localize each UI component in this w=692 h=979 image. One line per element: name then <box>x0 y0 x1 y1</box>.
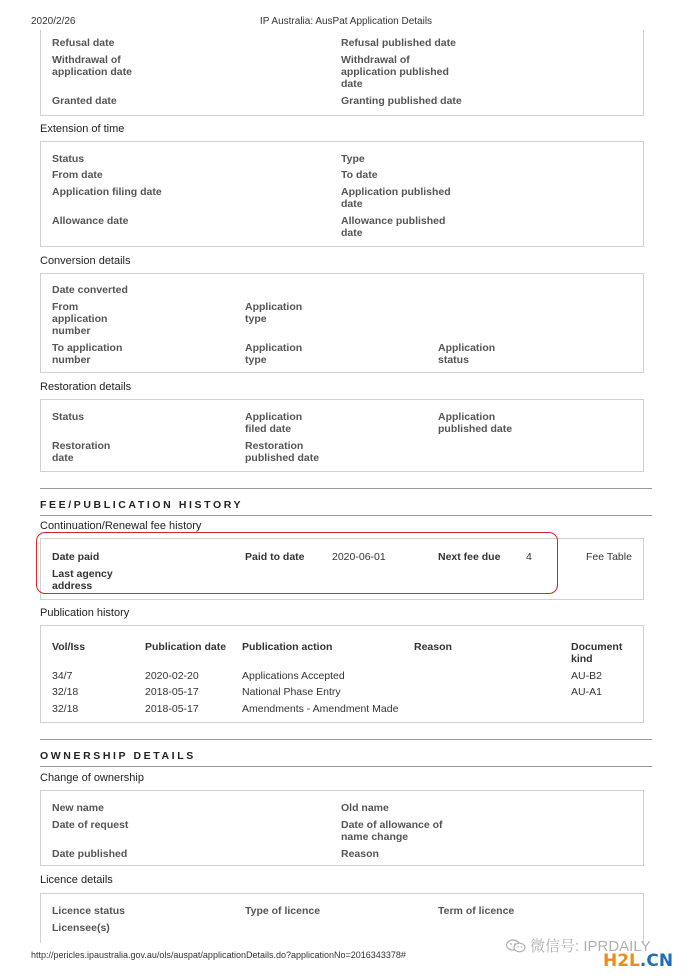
paid-to-date-label: Paid to date <box>245 551 305 563</box>
new-name-label: New name <box>52 802 104 814</box>
old-name-label: Old name <box>341 802 389 814</box>
ext-application-filing-date-label: Application filing date <box>52 186 162 198</box>
withdrawal-date-label: Withdrawal of application date <box>52 54 132 78</box>
restoration-details-title: Restoration details <box>40 381 132 393</box>
row-kind: AU-B2 <box>571 670 602 682</box>
to-application-number-label: To application number <box>52 342 123 366</box>
next-fee-due-label: Next fee due <box>438 551 501 563</box>
next-fee-due-value: 4 <box>526 551 532 563</box>
col-publication-action: Publication action <box>242 641 333 653</box>
type-of-licence-label: Type of licence <box>245 905 321 917</box>
ext-allowance-published-date-label: Allowance published date <box>341 215 446 239</box>
renewal-fee-history-title: Continuation/Renewal fee history <box>40 520 202 532</box>
change-of-ownership-title: Change of ownership <box>40 772 144 784</box>
restoration-status-label: Status <box>52 411 85 423</box>
ext-status-label: Status <box>52 153 85 165</box>
conversion-details-box <box>40 273 644 373</box>
row-date: 2018-05-17 <box>145 686 199 698</box>
paid-to-date-value: 2020-06-01 <box>332 551 386 563</box>
term-of-licence-label: Term of licence <box>438 905 515 917</box>
reason-label: Reason <box>341 848 379 860</box>
conversion-application-type-label: Application type <box>245 301 303 325</box>
h2l-logo: H2L.CN <box>603 951 674 971</box>
restoration-date-label: Restoration date <box>52 440 111 464</box>
row-kind: AU-A1 <box>571 686 602 698</box>
red-highlight-annotation <box>36 532 558 594</box>
row-vol: 32/18 <box>52 703 79 715</box>
licence-details-title: Licence details <box>40 874 113 886</box>
refusal-details-box <box>40 30 644 116</box>
date-of-allowance-label: Date of allowance of name change <box>341 819 443 843</box>
conversion-application-type-2-label: Application type <box>245 342 303 366</box>
licence-status-label: Licence status <box>52 905 125 917</box>
ownership-details-heading: OWNERSHIP DETAILS <box>40 750 652 762</box>
print-date: 2020/2/26 <box>31 16 76 27</box>
row-action: National Phase Entry <box>242 686 341 698</box>
col-publication-date: Publication date <box>145 641 227 653</box>
publication-history-title: Publication history <box>40 607 130 619</box>
wechat-watermark: 微信号: IPRDAILY <box>506 935 651 956</box>
refusal-published-date-label: Refusal published date <box>341 37 456 49</box>
refusal-date-label: Refusal date <box>52 37 115 49</box>
extension-of-time-box <box>40 141 644 247</box>
page-title: IP Australia: AusPat Application Details <box>259 16 433 27</box>
row-vol: 32/18 <box>52 686 79 698</box>
footer-url: http://pericles.ipaustralia.gov.au/ols/auspat/applicationDetails.do?applicationNo=2016343378# <box>31 950 406 960</box>
granted-date-label: Granted date <box>52 95 117 107</box>
date-of-request-label: Date of request <box>52 819 129 831</box>
row-date: 2020-02-20 <box>145 670 199 682</box>
withdrawal-published-date-label: Withdrawal of application published date <box>341 54 449 90</box>
fee-publication-history-heading: FEE/PUBLICATION HISTORY <box>40 499 652 511</box>
extension-of-time-title: Extension of time <box>40 123 125 135</box>
granting-published-date-label: Granting published date <box>341 95 462 107</box>
date-paid-label: Date paid <box>52 551 100 563</box>
change-of-ownership-box <box>40 790 644 866</box>
restoration-published-date-label: Restoration published date <box>245 440 320 464</box>
col-reason: Reason <box>414 641 452 653</box>
conversion-application-status-label: Application status <box>438 342 496 366</box>
date-converted-label: Date converted <box>52 284 128 296</box>
restoration-application-published-date-label: Application published date <box>438 411 513 435</box>
licensees-label: Licensee(s) <box>52 922 110 934</box>
row-action: Amendments - Amendment Made <box>242 703 399 715</box>
publication-history-table <box>40 625 644 723</box>
date-published-label: Date published <box>52 848 128 860</box>
last-agency-address-label: Last agency address <box>52 568 113 592</box>
row-action: Applications Accepted <box>242 670 345 682</box>
fee-table-link[interactable]: Fee Table <box>586 551 632 563</box>
from-application-number-label: From application number <box>52 301 108 337</box>
restoration-details-box <box>40 399 644 472</box>
row-vol: 34/7 <box>52 670 73 682</box>
col-vol-iss: Vol/Iss <box>52 641 86 653</box>
col-document-kind: Document kind <box>571 641 623 665</box>
row-date: 2018-05-17 <box>145 703 199 715</box>
ext-to-date-label: To date <box>341 169 378 181</box>
ext-application-published-date-label: Application published date <box>341 186 451 210</box>
wechat-icon <box>506 939 526 953</box>
conversion-details-title: Conversion details <box>40 255 131 267</box>
restoration-application-filed-date-label: Application filed date <box>245 411 303 435</box>
ext-type-label: Type <box>341 153 365 165</box>
ext-allowance-date-label: Allowance date <box>52 215 129 227</box>
ext-from-date-label: From date <box>52 169 103 181</box>
